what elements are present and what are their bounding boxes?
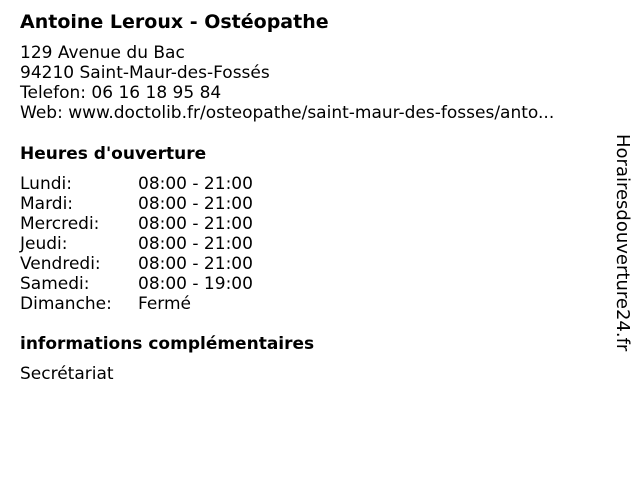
business-contact <box>20 43 554 123</box>
hours-row-thursday <box>20 234 253 254</box>
time-range: 08:00 - 19:00 <box>138 274 253 294</box>
opening-hours-heading: Heures d'ouverture <box>20 144 207 164</box>
day-label: Mardi: <box>20 194 74 214</box>
hours-row-monday <box>20 174 253 194</box>
time-range: 08:00 - 21:00 <box>138 194 253 214</box>
additional-info-text: Secrétariat <box>20 364 114 384</box>
hours-row-saturday <box>20 274 253 294</box>
time-range: 08:00 - 21:00 <box>138 174 253 194</box>
hours-row-tuesday <box>20 194 253 214</box>
day-label: Mercredi: <box>20 214 100 234</box>
address-line-1: 129 Avenue du Bac <box>20 43 185 63</box>
time-range: 08:00 - 21:00 <box>138 214 253 234</box>
time-range: 08:00 - 21:00 <box>138 234 253 254</box>
hours-row-wednesday <box>20 214 253 234</box>
day-label: Jeudi: <box>20 234 68 254</box>
day-label: Vendredi: <box>20 254 101 274</box>
time-range: 08:00 - 21:00 <box>138 254 253 274</box>
hours-row-sunday <box>20 294 253 314</box>
day-label: Samedi: <box>20 274 90 294</box>
time-range: Fermé <box>138 294 192 314</box>
phone-line: Telefon: 06 16 18 95 84 <box>20 83 222 103</box>
additional-info-heading: informations complémentaires <box>20 334 315 354</box>
site-watermark: Horairesdouverture24.fr <box>612 134 633 352</box>
opening-hours-list <box>20 174 253 314</box>
hours-row-friday <box>20 254 253 274</box>
address-line-2: 94210 Saint-Maur-des-Fossés <box>20 63 270 83</box>
day-label: Lundi: <box>20 174 72 194</box>
day-label: Dimanche: <box>20 294 112 314</box>
website-line: Web: www.doctolib.fr/osteopathe/saint-maur-des-fosses/anto... <box>20 103 555 123</box>
page-title: Antoine Leroux - Ostéopathe <box>20 11 329 33</box>
